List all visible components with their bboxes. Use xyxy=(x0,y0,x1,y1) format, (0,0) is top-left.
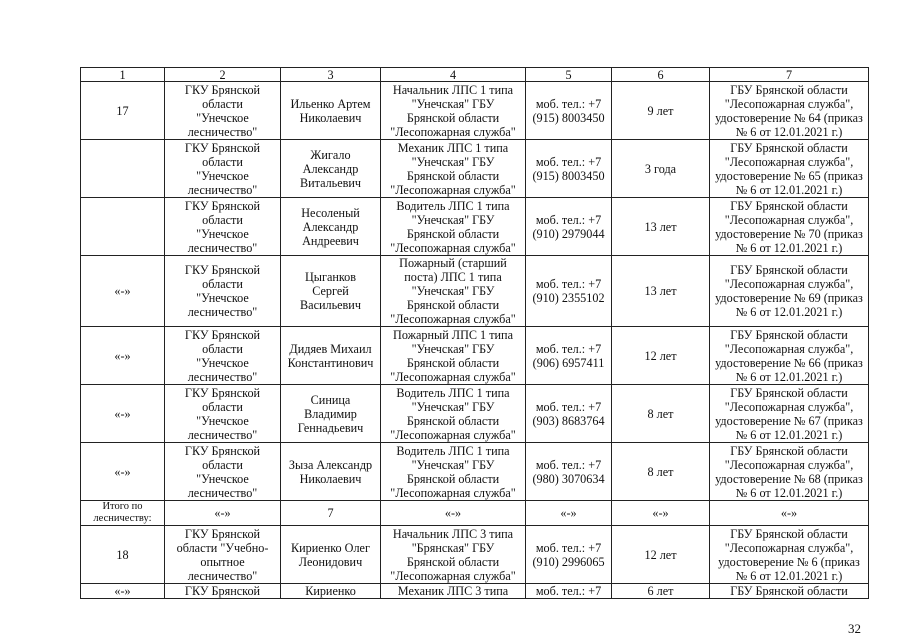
full-name-cell: Зыза Александр Николаевич xyxy=(281,443,381,501)
experience-cell: 8 лет xyxy=(612,443,710,501)
table-row xyxy=(81,385,869,443)
organization-cell: ГКУ Брянской области "Унечское лесничество" xyxy=(165,385,281,443)
organization-cell: ГКУ Брянской области "Унечское лесничество" xyxy=(165,256,281,327)
organization-cell: ГКУ Брянской области "Унечское лесничество" xyxy=(165,82,281,140)
row-number-cell: «-» xyxy=(81,385,165,443)
phone-cell: моб. тел.: +7 (915) 8003450 xyxy=(526,82,612,140)
phone-cell: моб. тел.: +7 (915) 8003450 xyxy=(526,140,612,198)
certificate-cell: ГБУ Брянской области "Лесопожарная служба", удостоверение № 65 (приказ № 6 от 12.01.2021 г.) xyxy=(710,140,869,198)
organization-cell: «-» xyxy=(165,501,281,526)
organization-cell: ГКУ Брянской области "Унечское лесничество" xyxy=(165,140,281,198)
position-cell: Пожарный (старший поста) ЛПС 1 типа "Унечская" ГБУ Брянской области "Лесопожарная служба" xyxy=(381,256,526,327)
column-number: 5 xyxy=(526,68,612,82)
table-row xyxy=(81,256,869,327)
phone-cell: моб. тел.: +7 (910) 2355102 xyxy=(526,256,612,327)
experience-cell: 9 лет xyxy=(612,82,710,140)
organization-cell: ГКУ Брянской области "Унечское лесничество" xyxy=(165,198,281,256)
full-name-cell: Ильенко Артем Николаевич xyxy=(281,82,381,140)
table-row xyxy=(81,140,869,198)
experience-cell: «-» xyxy=(612,501,710,526)
experience-cell: 13 лет xyxy=(612,256,710,327)
row-number-cell: «-» xyxy=(81,443,165,501)
column-number: 1 xyxy=(81,68,165,82)
certificate-cell: ГБУ Брянской области "Лесопожарная служба", удостоверение № 64 (приказ № 6 от 12.01.2021 г.) xyxy=(710,82,869,140)
organization-cell: ГКУ Брянской области "Учебно- опытное лесничество" xyxy=(165,526,281,584)
column-number: 6 xyxy=(612,68,710,82)
table-body xyxy=(81,68,869,599)
full-name-cell: Несоленый Александр Андреевич xyxy=(281,198,381,256)
table-row xyxy=(81,82,869,140)
position-cell: Пожарный ЛПС 1 типа "Унечская" ГБУ Брянской области "Лесопожарная служба" xyxy=(381,327,526,385)
row-number-cell: «-» xyxy=(81,256,165,327)
certificate-cell: ГБУ Брянской области "Лесопожарная служба", удостоверение № 67 (приказ № 6 от 12.01.2021 г.) xyxy=(710,385,869,443)
page-number: 32 xyxy=(848,621,861,636)
position-cell: Водитель ЛПС 1 типа "Унечская" ГБУ Брянской области "Лесопожарная служба" xyxy=(381,198,526,256)
position-cell: Механик ЛПС 3 типа xyxy=(381,584,526,599)
table-row xyxy=(81,584,869,599)
full-name-cell: Кириенко Олег Леонидович xyxy=(281,526,381,584)
certificate-cell: ГБУ Брянской области xyxy=(710,584,869,599)
column-number: 7 xyxy=(710,68,869,82)
organization-cell: ГКУ Брянской xyxy=(165,584,281,599)
position-cell: Начальник ЛПС 3 типа "Брянская" ГБУ Брянской области "Лесопожарная служба" xyxy=(381,526,526,584)
full-name-cell: Жигало Александр Витальевич xyxy=(281,140,381,198)
row-number-cell xyxy=(81,198,165,256)
full-name-cell: Синица Владимир Геннадьевич xyxy=(281,385,381,443)
experience-cell: 12 лет xyxy=(612,327,710,385)
full-name-cell: 7 xyxy=(281,501,381,526)
experience-cell: 8 лет xyxy=(612,385,710,443)
row-number-cell: Итого по лесничеству: xyxy=(81,501,165,526)
certificate-cell: ГБУ Брянской области "Лесопожарная служба", удостоверение № 70 (приказ № 6 от 12.01.2021 г.) xyxy=(710,198,869,256)
table-row xyxy=(81,526,869,584)
phone-cell: моб. тел.: +7 (903) 8683764 xyxy=(526,385,612,443)
experience-cell: 12 лет xyxy=(612,526,710,584)
row-number-cell: 18 xyxy=(81,526,165,584)
table-row xyxy=(81,198,869,256)
full-name-cell: Кириенко xyxy=(281,584,381,599)
certificate-cell: ГБУ Брянской области "Лесопожарная служба", удостоверение № 69 (приказ № 6 от 12.01.2021 г.) xyxy=(710,256,869,327)
table-row xyxy=(81,443,869,501)
position-cell: Водитель ЛПС 1 типа "Унечская" ГБУ Брянской области "Лесопожарная служба" xyxy=(381,443,526,501)
column-number: 4 xyxy=(381,68,526,82)
row-number-cell: «-» xyxy=(81,327,165,385)
column-number-row xyxy=(81,68,869,82)
position-cell: Начальник ЛПС 1 типа "Унечская" ГБУ Брянской области "Лесопожарная служба" xyxy=(381,82,526,140)
position-cell: Водитель ЛПС 1 типа "Унечская" ГБУ Брянской области "Лесопожарная служба" xyxy=(381,385,526,443)
phone-cell: моб. тел.: +7 (910) 2979044 xyxy=(526,198,612,256)
row-number-cell: «-» xyxy=(81,584,165,599)
certificate-cell: ГБУ Брянской области "Лесопожарная служба", удостоверение № 66 (приказ № 6 от 12.01.2021 г.) xyxy=(710,327,869,385)
phone-cell: моб. тел.: +7 (910) 2996065 xyxy=(526,526,612,584)
experience-cell: 3 года xyxy=(612,140,710,198)
organization-cell: ГКУ Брянской области "Унечское лесничество" xyxy=(165,443,281,501)
row-number-cell: 17 xyxy=(81,82,165,140)
certificate-cell: «-» xyxy=(710,501,869,526)
staff-table xyxy=(80,67,869,599)
table-row xyxy=(81,501,869,526)
column-number: 3 xyxy=(281,68,381,82)
phone-cell: моб. тел.: +7 (980) 3070634 xyxy=(526,443,612,501)
phone-cell: моб. тел.: +7 xyxy=(526,584,612,599)
experience-cell: 13 лет xyxy=(612,198,710,256)
full-name-cell: Цыганков Сергей Васильевич xyxy=(281,256,381,327)
phone-cell: моб. тел.: +7 (906) 6957411 xyxy=(526,327,612,385)
row-number-cell xyxy=(81,140,165,198)
certificate-cell: ГБУ Брянской области "Лесопожарная служба", удостоверение № 6 (приказ № 6 от 12.01.2021 г.) xyxy=(710,526,869,584)
table-row xyxy=(81,327,869,385)
experience-cell: 6 лет xyxy=(612,584,710,599)
certificate-cell: ГБУ Брянской области "Лесопожарная служба", удостоверение № 68 (приказ № 6 от 12.01.2021 г.) xyxy=(710,443,869,501)
phone-cell: «-» xyxy=(526,501,612,526)
column-number: 2 xyxy=(165,68,281,82)
full-name-cell: Дидяев Михаил Константинович xyxy=(281,327,381,385)
organization-cell: ГКУ Брянской области "Унечское лесничество" xyxy=(165,327,281,385)
position-cell: «-» xyxy=(381,501,526,526)
position-cell: Механик ЛПС 1 типа "Унечская" ГБУ Брянской области "Лесопожарная служба" xyxy=(381,140,526,198)
